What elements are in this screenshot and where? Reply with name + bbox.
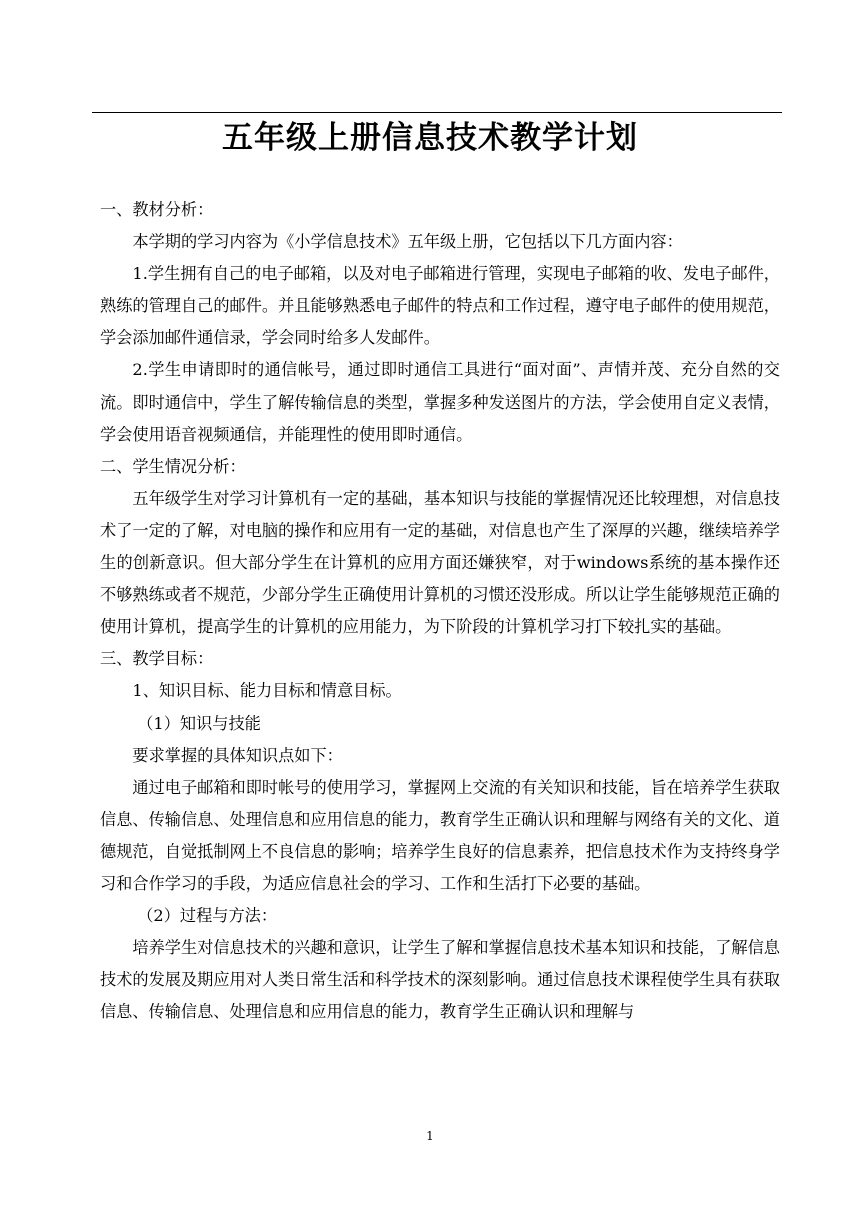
paragraph-email-item: 1.学生拥有自己的电子邮箱，以及对电子邮箱进行管理，实现电子邮箱的收、发电子邮件，熟练的管理自己的邮件。并且能够熟悉电子邮件的特点和工作过程，遵守电子邮件的使用规范，学会添加邮件通信录，学会同时给多人发邮件。 [100, 264, 780, 348]
section-heading-student-analysis: 二、学生情况分析： [100, 456, 246, 476]
paragraph-knowledge-points: 通过电子邮箱和即时帐号的使用学习，掌握网上交流的有关知识和技能，旨在培养学生获取信息、传输信息、处理信息和应用信息的能力，教育学生正确认识和理解与网络有关的文化、道德规范，自觉抵制网上不良信息的影响；培养学生良好的信息素养，把信息技术作为支持终身学习和合作学习的手段，为适应信息社会的学习、工作和生活打下必要的基础。 [100, 777, 780, 893]
page-number: 1 [426, 1129, 434, 1143]
paragraph-instant-messaging-item: 2.学生申请即时的通信帐号，通过即时通信工具进行“面对面”、声情并茂、充分自然的交流。即时通信中，学生了解传输信息的类型，掌握多种发送图片的方法，学会使用自定义表情，学会使用语音视频通信，并能理性的使用即时通信。 [100, 360, 780, 444]
paragraph-knowledge-points-intro: 要求掌握的具体知识点如下： [132, 745, 343, 765]
header-rule [92, 112, 782, 113]
document-body [100, 194, 780, 1028]
paragraph-process-method: 培养学生对信息技术的兴趣和意识，让学生了解和掌握信息技术基本知识和技能，了解信息技术的发展及期应用对人类日常生活和科学技术的深刻影响。通过信息技术课程使学生具有获取信息、传输信息、处理信息和应用信息的能力，教育学生正确认识和理解与 [100, 938, 780, 1022]
section-heading-textbook-analysis: 一、教材分析： [100, 200, 214, 219]
subheading-knowledge-skills: （1）知识与技能 [137, 713, 261, 733]
subheading-process-method: （2）过程与方法： [137, 906, 278, 926]
section-heading-teaching-goals: 三、教学目标： [100, 649, 214, 669]
paragraph-content-intro: 本学期的学习内容为《小学信息技术》五年级上册，它包括以下几方面内容： [132, 232, 683, 252]
paragraph-student-analysis: 五年级学生对学习计算机有一定的基础，基本知识与技能的掌握情况还比较理想，对信息技术了一定的了解，对电脑的操作和应用有一定的基础，对信息也产生了深厚的兴趣，继续培养学生的创新意识。但大部分学生在计算机的应用方面还嫌狭窄，对于windows系统的基本操作还不够熟练或者不规范，少部分学生正确使用计算机的习惯还没形成。所以让学生能够规范正确的使用计算机，提高学生的计算机的应用能力，为下阶段的计算机学习打下较扎实的基础。 [100, 488, 780, 637]
paragraph-goal-types: 1、知识目标、能力目标和情意目标。 [132, 681, 402, 701]
document-title: 五年级上册信息技术教学计划 [222, 120, 638, 156]
